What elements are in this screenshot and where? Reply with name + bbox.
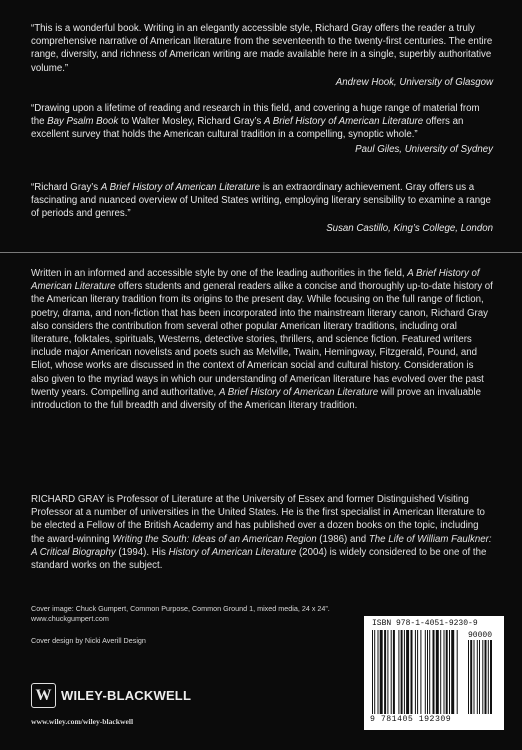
barcode-bar [490, 640, 492, 714]
barcode-bar [446, 630, 448, 714]
barcode-bar [398, 630, 399, 714]
barcode-bar [374, 630, 375, 714]
barcode-bar [404, 630, 405, 714]
quote-attribution: Andrew Hook, University of Glasgow [335, 76, 493, 88]
cover-design-credit: Cover design by Nicki Averill Design [31, 636, 146, 645]
barcode-bar [468, 640, 469, 714]
endorsement-quote [31, 181, 493, 235]
quote-text: “Richard Gray’s A Brief History of American Literature is an extraordinary achievement. Gray offers us a fascinating and nuanced overview of United States writing, employing literary sensibility to examine a range of periods and genres.” [31, 182, 491, 220]
isbn-number: ISBN 978-1-4051-9230-9 [372, 619, 478, 628]
barcode-bar [474, 640, 475, 714]
author-bio-text: RICHARD GRAY is Professor of Literature at the University of Essex and former Distinguished Visiting Professor at a number of universities in the United States. He is the first specialist in American literature to be elected a Fellow of the British Academy and has published over a dozen books on the topic, including the award-winning Writing the South: Ideas of an American Region (1986) and The Life of William Faulkner: A Critical Biography (1994). His History of American Literature (2004) is widely considered to be one of the standard works on the subject. [31, 494, 492, 572]
book-description [31, 267, 493, 412]
barcode-bar [488, 640, 489, 714]
barcode-bar [444, 630, 445, 714]
barcode-bar [477, 640, 478, 714]
barcode-bar [436, 630, 439, 714]
endorsement-quote [31, 22, 493, 89]
barcode-bar [485, 640, 487, 714]
quote-text: “Drawing upon a lifetime of reading and research in this field, and covering a huge range of material from the Bay Psalm Book to Walter Mosley, Richard Gray’s A Brief History of American Literature offers an excellent survey that holds the American cultural tradition in a compelling, synoptic whole.” [31, 103, 480, 141]
barcode-bar [393, 630, 395, 714]
barcode-bar [417, 630, 418, 714]
isbn-label [372, 619, 478, 628]
description-text: Written in an informed and accessible style by one of the leading authorities in the field, A Brief History of American Literature offers students and general readers alike a concise and thoroughly up-to-date history of the American literary tradition from its origins to the present day. While focusing on the full range of fiction, poetry, drama, and non-fiction that has been incorporated into the mainstream literary canon, Richard Gray also considers the contribution from several other popular American literary traditions, including oral literature, folktales, spirituals, Westerns, detective stories, thrillers, and science fiction. Featured writers include major American novelists and poets such as Melville, Twain, Hemingway, Fitzgerald, Pound, and Eliot, whose works are discussed in the context of American social and cultural history. Consideration is also given to the myriad ways in which our understanding of American literature has evolved over the past twenty years. Compelling and authoritative, A Brief History of American Literature will prove an invaluable introduction to the full breadth and diversity of the American literary tradition. [31, 268, 493, 412]
cover-image-credit: Cover image: Chuck Gumpert, Common Purpose, Common Ground 1, mixed media, 24 x 24”. www.chuckgumpert.com [31, 604, 330, 623]
barcode-bar [429, 630, 430, 714]
divider [0, 252, 522, 253]
barcode-bar [406, 630, 409, 714]
barcode-bar [427, 630, 428, 714]
barcode-bar [440, 630, 441, 714]
endorsement-quote [31, 102, 493, 156]
barcode-bar [411, 630, 413, 714]
logo-letter: W [35, 686, 52, 704]
publisher-logo [31, 683, 191, 708]
barcode-bar [391, 630, 392, 714]
price-code: 90000 [467, 631, 493, 640]
barcode-bar [433, 630, 435, 714]
barcode-bar [451, 630, 454, 714]
wiley-w-icon [31, 683, 56, 708]
barcode-bar [384, 630, 386, 714]
author-bio [31, 493, 493, 572]
barcode-bar [482, 640, 483, 714]
barcode-bar [380, 630, 383, 714]
quote-attribution: Paul Giles, University of Sydney [355, 143, 493, 155]
barcode-number: 9 781405 192309 [370, 715, 452, 724]
barcode-bars-icon [372, 630, 496, 714]
barcode-bar [372, 630, 373, 714]
barcode-bar [387, 630, 388, 714]
publisher-name: WILEY-BLACKWELL [61, 688, 192, 703]
barcode-bar [425, 630, 426, 714]
barcode-bar [470, 640, 472, 714]
isbn-barcode [364, 616, 504, 730]
barcode-bar [415, 630, 416, 714]
barcode-bar [457, 630, 458, 714]
barcode-bar [401, 630, 403, 714]
barcode-bar [449, 630, 450, 714]
quote-attribution: Susan Castillo, King’s College, London [326, 222, 493, 234]
quote-text: “This is a wonderful book. Writing in an elegantly accessible style, Richard Gray offers the reader a truly comprehensive narrative of American literature from the seventeenth to the twenty-first centuries. The entire range, diversity, and richness of American writing are made available here in a single, superbly authoritative volume.” [31, 23, 493, 74]
barcode-bar [420, 630, 421, 714]
barcode-bar [479, 640, 480, 714]
publisher-url: www.wiley.com/wiley-blackwell [31, 717, 134, 726]
barcode-bar [378, 630, 379, 714]
